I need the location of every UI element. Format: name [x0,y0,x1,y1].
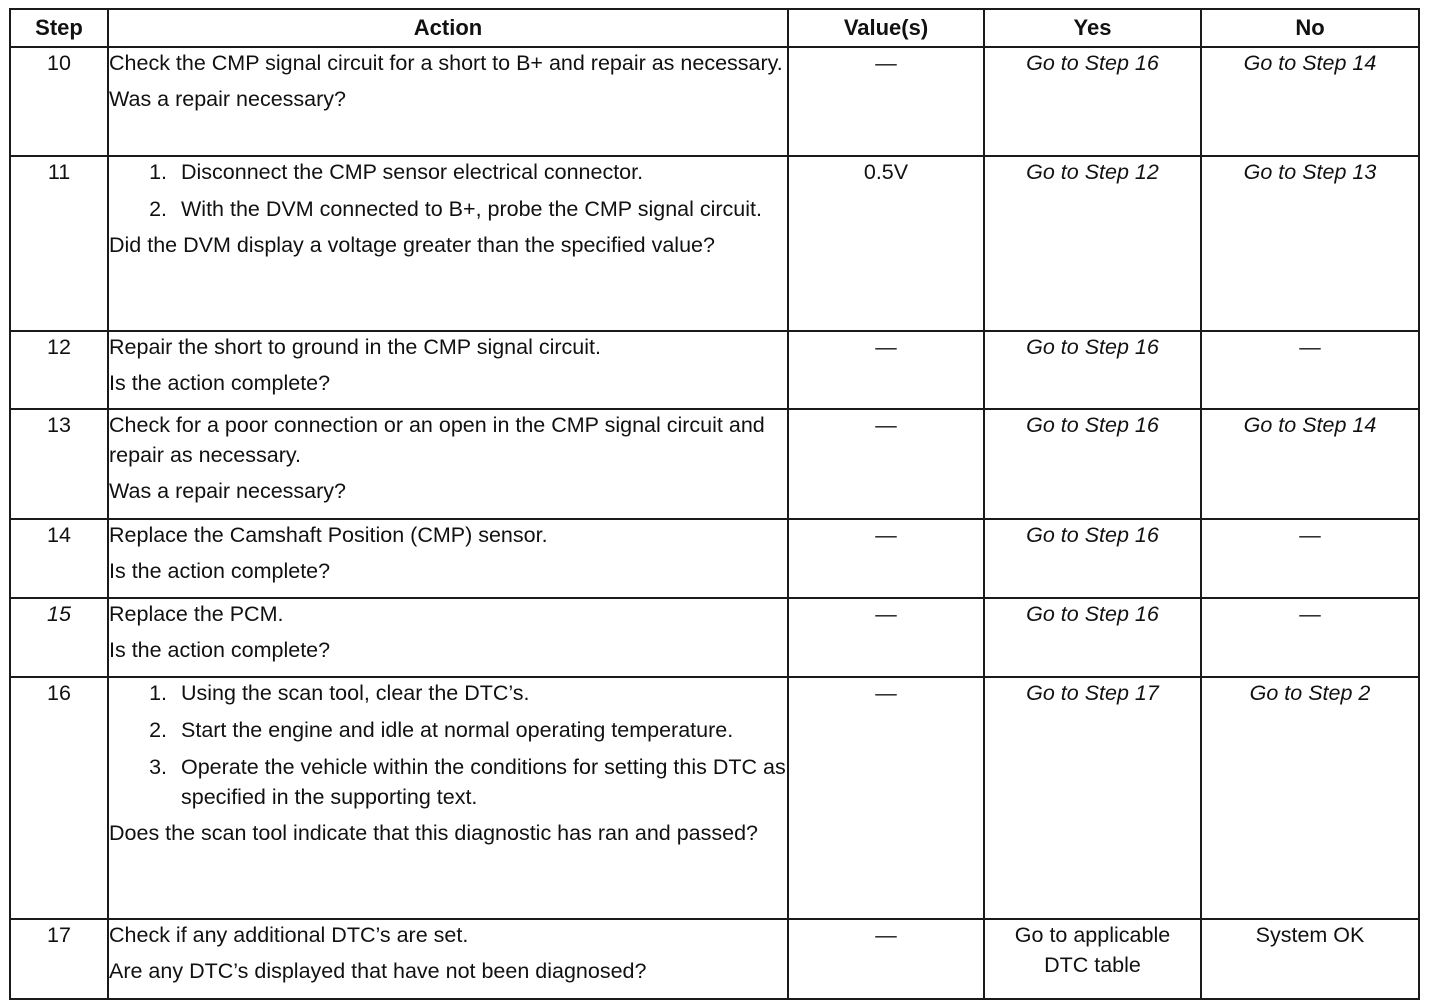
action-question: Is the action complete? [109,371,331,395]
yes-result: Go to Step 16 [984,331,1201,409]
table-row [10,598,1419,677]
no-result: Go to Step 14 [1201,409,1419,519]
diagnostic-table [9,8,1420,1000]
no-result: — [1201,598,1419,677]
action-instruction: Check for a poor connection or an open in the CMP signal circuit and repair as necessary. [109,413,765,467]
no-result: — [1201,519,1419,598]
no-result: — [1201,331,1419,409]
action-cell [108,47,788,156]
header-values: Value(s) [788,9,984,47]
action-question: Does the scan tool indicate that this diagnostic has ran and passed? [109,821,758,845]
action-step-list [109,678,787,812]
step-number: 15 [10,598,108,677]
value-cell: — [788,677,984,919]
yes-result: Go to applicable DTC table [984,919,1201,999]
value-cell: — [788,519,984,598]
table-row [10,919,1419,999]
action-question: Did the DVM display a voltage greater than the specified value? [109,233,715,257]
no-result: Go to Step 13 [1201,156,1419,331]
action-question: Was a repair necessary? [109,479,346,503]
header-no: No [1201,9,1419,47]
action-question: Is the action complete? [109,638,331,662]
no-result: Go to Step 14 [1201,47,1419,156]
action-instruction: Replace the PCM. [109,602,284,626]
table-row [10,519,1419,598]
step-number: 16 [10,677,108,919]
action-list-item: 1. Disconnect the CMP sensor electrical connector. [173,157,787,187]
action-list-item: 3. Operate the vehicle within the conditions for setting this DTC as specified in the supporting text. [173,752,787,812]
table-header-row [10,9,1419,47]
table-row [10,331,1419,409]
action-list-item: 2. With the DVM connected to B+, probe the CMP signal circuit. [173,194,787,224]
action-cell [108,156,788,331]
action-cell [108,409,788,519]
action-step-list [109,157,787,224]
header-yes: Yes [984,9,1201,47]
action-question: Is the action complete? [109,559,331,583]
step-number: 11 [10,156,108,331]
header-step: Step [10,9,108,47]
action-cell [108,519,788,598]
action-cell [108,598,788,677]
step-number: 14 [10,519,108,598]
action-instruction: Repair the short to ground in the CMP signal circuit. [109,335,601,359]
no-result: System OK [1201,919,1419,999]
action-list-item: 2. Start the engine and idle at normal operating temperature. [173,715,787,745]
table-row [10,677,1419,919]
value-cell: 0.5V [788,156,984,331]
action-cell [108,677,788,919]
step-number: 13 [10,409,108,519]
value-cell: — [788,919,984,999]
yes-result: Go to Step 16 [984,409,1201,519]
step-number: 10 [10,47,108,156]
action-question: Was a repair necessary? [109,87,346,111]
table-row [10,409,1419,519]
yes-result: Go to Step 12 [984,156,1201,331]
table-row [10,156,1419,331]
action-instruction: Check if any additional DTC’s are set. [109,923,469,947]
table-body [10,47,1419,999]
step-number: 17 [10,919,108,999]
value-cell: — [788,598,984,677]
action-instruction: Replace the Camshaft Position (CMP) sensor. [109,523,548,547]
yes-result: Go to Step 16 [984,47,1201,156]
action-cell [108,919,788,999]
yes-result: Go to Step 16 [984,598,1201,677]
value-cell: — [788,331,984,409]
no-result: Go to Step 2 [1201,677,1419,919]
action-list-item: 1. Using the scan tool, clear the DTC’s. [173,678,787,708]
action-question: Are any DTC’s displayed that have not been diagnosed? [109,959,647,983]
value-cell: — [788,47,984,156]
header-action: Action [108,9,788,47]
step-number: 12 [10,331,108,409]
yes-result: Go to Step 17 [984,677,1201,919]
value-cell: — [788,409,984,519]
action-cell [108,331,788,409]
table-row [10,47,1419,156]
yes-result: Go to Step 16 [984,519,1201,598]
action-instruction: Check the CMP signal circuit for a short to B+ and repair as necessary. [109,51,783,75]
